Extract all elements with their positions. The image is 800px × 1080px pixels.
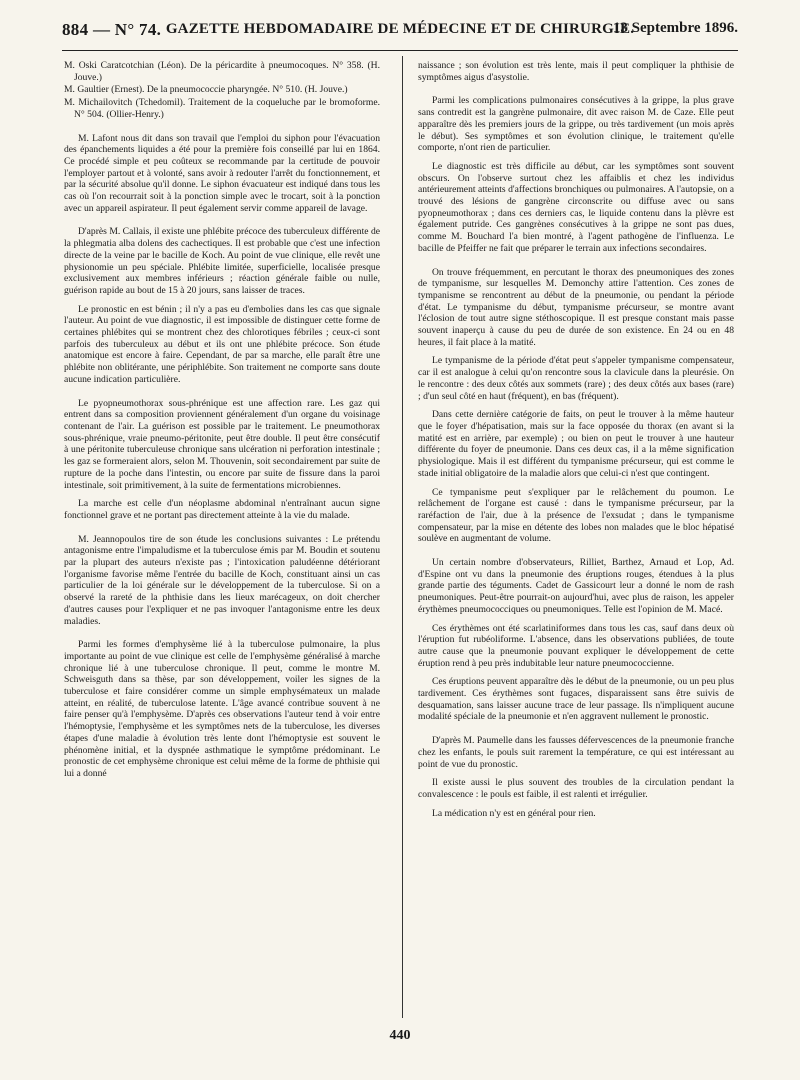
paragraph-thouvenin: Le pyopneumothorax sous-phrénique est une affection rare. Les gaz qui entrent dans sa composition proviennent généralement d'un organe du voisinage contenant de l'air. La guérison est possible par le traitement. Le pneumothorax sous-phrénique, vraie pneumo-péritonite, peut être double. Il peut être consécutif à une péritonite tuberculeuse chronique sans ulcération ni perforation intestinale ; les gaz se formeraient alors, selon M. Thouvenin, soit secondairement par suite de rupture de la poche dans l'intestin, ou encore par suite de fissure dans la paroi intestinale, soit primitivement, à la suite de fermentations microbiennes. <box>64 397 380 491</box>
paragraph-continuation: naissance ; son évolution est très lente, mais il peut compliquer la phthisie de symptômes aigus d'asystolie. <box>418 60 734 83</box>
page-number: 884 — N° 74. <box>62 20 162 39</box>
paragraph-paumelle: D'après M. Paumelle dans les fausses défervescences de la pneumonie franche chez les enfants, le pouls suit rarement la température, ce qui est intéressant au point de vue du pronostic. <box>418 735 734 770</box>
paragraph: Le tympanisme de la période d'état peut s'appeler tympanisme compensateur, car il est analogue à celui qu'on rencontre sous la clavicule dans la pleurésie. On le rencontre : des deux côtés aux sommets (rare) ; des deux côtés aux bases (rare) ; d'un seul côté en haut (fréquent), en bas (fréquent). <box>418 355 734 402</box>
paragraph-callais: D'après M. Callais, il existe une phlébite précoce des tuberculeux différente de la phlegmatia alba dolens des cachectiques. Il est probable que c'est une infection directe de la veine par le bacille de Koch. Au point de vue clinique, elle revêt une physionomie un peu spéciale. Phlébite limitée, superficielle, localisée presque exclusivement aux membres inférieurs ; réaction générale faible ou nulle, guérison rapide au bout de 15 à 20 jours, sans laisser de traces. <box>64 226 380 296</box>
reference-entry: M. Oski Caratcotchian (Léon). De la péricardite à pneumocoques. N° 358. (H. Jouve.) <box>64 60 380 83</box>
paragraph: La marche est celle d'un néoplasme abdominal n'entraînant aucun signe fonctionnel grave et ne portant pas directement atteinte à la vie du malade. <box>64 498 380 521</box>
issue-date: 13 Septembre 1896. <box>612 20 738 36</box>
paragraph-lafont: M. Lafont nous dit dans son travail que l'emploi du siphon pour l'évacuation des épanchements liquides a été pour la première fois conseillé par lui en 1864. Ce procédé simple et peu coûteux se recommande par la certitude de pouvoir l'employer partout et à volonté, sans avoir à redouter l'arrêt du fonctionnement, et par la sécurité absolue qu'il donne. Le siphon évacuateur est indiqué dans tous les cas où l'on recourrait soit à la ponction simple avec le trocart, soit à la ponction avec un appareil aspirateur. Il peut également servir comme appareil de lavage. <box>64 132 380 214</box>
journal-title: GAZETTE HEBDOMADAIRE DE MÉDECINE ET DE CHIRURGIE. <box>165 21 635 37</box>
paragraph-jeannopoulos: M. Jeannopoulos tire de son étude les conclusions suivantes : Le prétendu antagonisme entre l'impaludisme et la tuberculose émis par M. Boudin et soutenu par la plupart des auteurs n'existe pas ; l'intoxication paludéenne détériorant l'organisme favorise même l'entrée du bacille de Koch, constituant ainsi un cas particulier de la loi générale sur le développement de la tuberculose. Si on a observé la rareté de la phthisie dans les lieux marécageux, on doit chercher d'autres causes pour l'expliquer et ne pas invoquer l'antagonisme entre les deux maladies. <box>64 533 380 627</box>
paragraph: La médication n'y est en général pour rien. <box>432 807 596 819</box>
paragraph-mace: Un certain nombre d'observateurs, Rilliet, Barthez, Arnaud et Lop, Ad. d'Espine ont vu dans la pneumonie des éruptions rouges, étendues à la plus grande partie des téguments. Cadet de Gassicourt leur a donné le nom de rash pneumoniques. Peut-être pourrait-on aujourd'hui, avec plus de raison, les appeler érythèmes pneumococciques ou pneumoniques. Telle est l'opinion de M. Macé. <box>418 557 734 615</box>
paragraph: Dans cette dernière catégorie de faits, on peut le trouver à la même hauteur que le foyer d'hépatisation, mais sur la face opposée du thorax (en avant si la matité est en arrière, par exemple) ; ou bien on peut le trouver à une hauteur différente du foyer de pneumonie. Dans ces deux cas, il a la même signification physiologique. Mais il est différent du tympanisme précurseur, qui est comme le stade initial obligatoire de la maladie alors que celui-ci n'est que contingent. <box>418 409 734 479</box>
paragraph: Ces érythèmes ont été scarlatiniformes dans tous les cas, sauf dans deux où l'éruption fut rubéoliforme. L'absence, dans les observations publiées, de toute autre cause que la pneumonie pouvant expliquer le développement de cette éruption rend à peu près indubitable leur nature pneumococcienne. <box>418 622 734 669</box>
paragraph-demonchy: On trouve fréquemment, en percutant le thorax des pneumoniques des zones de tympanisme, sur lesquelles M. Demonchy attire l'attention. Ces zones de tympanisme se rencontrent au début de la pneumonie, ou pendant la période d'état. Le tympanisme du début, tympanisme précurseur, se montre avant l'éclosion de tout autre signe stéthoscopique. Il est presque constant mais passe souvent inaperçu à cause du peu de durée de son existence. En 24 ou en 48 heures, il fait place à la matité. <box>418 266 734 348</box>
reference-entry: M. Gaultier (Ernest). De la pneumococcie pharyngée. N° 510. (H. Jouve.) <box>64 84 348 96</box>
paragraph: Le pronostic en est bénin ; il n'y a pas eu d'embolies dans les cas que signale l'auteur. Au point de vue diagnostic, il est impossible de distinguer cette forme de certaines phlébites qui se montrent chez des chlorotiques fébriles ; ceux-ci sont parfois des tuberculeux au début et ils ont une phlébite précoce. Son étude anatomique est encore à faire. Cependant, de par sa marche, elle paraît être une phlébite non oblitérante, une périphlébite. Son traitement ne comporte sans doute aucune indication particulière. <box>64 303 380 385</box>
paragraph: Le diagnostic est très difficile au début, car les symptômes sont souvent obscurs. On l'observe surtout chez les affaiblis et chez les individus antérieurement atteints d'affections bronchiques ou pulmonaires. A l'autopsie, on a trouvé des lésions de gangrène circonscrite ou diffuse avec ou sans pyopneumothorax ; dans ces derniers cas, le liquide contenu dans la plèvre est également putride. Ces gangrènes consécutives à la grippe ne sont pas dues, comme M. Bouchard l'a bien montré, à l'agent pathogène de l'influenza. Le bacille de Pfeiffer ne fait que préparer le terrain aux infections secondaires. <box>418 160 734 254</box>
paragraph: Ce tympanisme peut s'expliquer par le relâchement du poumon. Le relâchement de l'organe est causé : dans le tympanisme précurseur, par la raréfaction de l'air, due à la présence de l'exsudat ; dans le tympanisme compensateur, par la mise en détente des lobes non malades que le bloc hépatisé soulève en augmentant de volume. <box>418 486 734 545</box>
paragraph: Il existe aussi le plus souvent des troubles de la circulation pendant la convalescence : le pouls est faible, il est ralenti et irrégulier. <box>418 777 734 800</box>
paragraph: Ces éruptions peuvent apparaître dès le début de la pneumonie, ou un peu plus tardivement. Ces érythèmes sont fugaces, disparaissent sans être suivis de desquamation, sans laisser aucune trace de leur passage. Ils n'impliquent aucune modalité spéciale de la pneumonie et n'en aggravent nullement le pronostic. <box>418 676 734 723</box>
paragraph-schweisguth: Parmi les formes d'emphysème lié à la tuberculose pulmonaire, la plus importante au point de vue clinique est celle de l'emphysème généralisé à marche chronique lié à une tuberculose chronique. Il peut, comme le montre M. Schweisguth dans sa thèse, par son développement, voiler les signes de la tuberculose et faire considérer comme un simple emphysémateux un malade atteint, en réalité, de tuberculose latente. L'âge avancé contribue souvent à ne faire penser qu'à l'emphysème. D'après ces observations l'auteur tend à voir entre l'hémoptysie, l'emphysème et les symptômes nets de la tuberculose, les diverses étapes d'une maladie à évolution très lente dont l'hémoptysie est souvent le phénomène initial, et la dyspnée asthmatique le symptôme prédominant. Le pronostic de cet emphysème chronique est celui même de la forme de phthisie qui lui a donné <box>64 639 380 779</box>
paragraph-caze: Parmi les complications pulmonaires consécutives à la grippe, la plus grave sans contredit est la gangrène pulmonaire, dit avec raison M. de Caze. Elle peut apparaître dès les premiers jours de la grippe, ou très tardivement (un mois après le début). Ses symptômes et son évolution clinique, le traitement qu'elle comporte, n'ont rien de particulier. <box>418 95 734 154</box>
reference-entry: M. Michailovitch (Tchedomil). Traitement de la coqueluche par le bromoforme. N° 504. (Ollier-Henry.) <box>64 97 380 120</box>
column-divider <box>402 56 403 1018</box>
left-column <box>64 60 380 1015</box>
right-column <box>418 60 734 1015</box>
header-rule <box>62 50 738 51</box>
page-folio: 440 <box>389 1028 411 1043</box>
